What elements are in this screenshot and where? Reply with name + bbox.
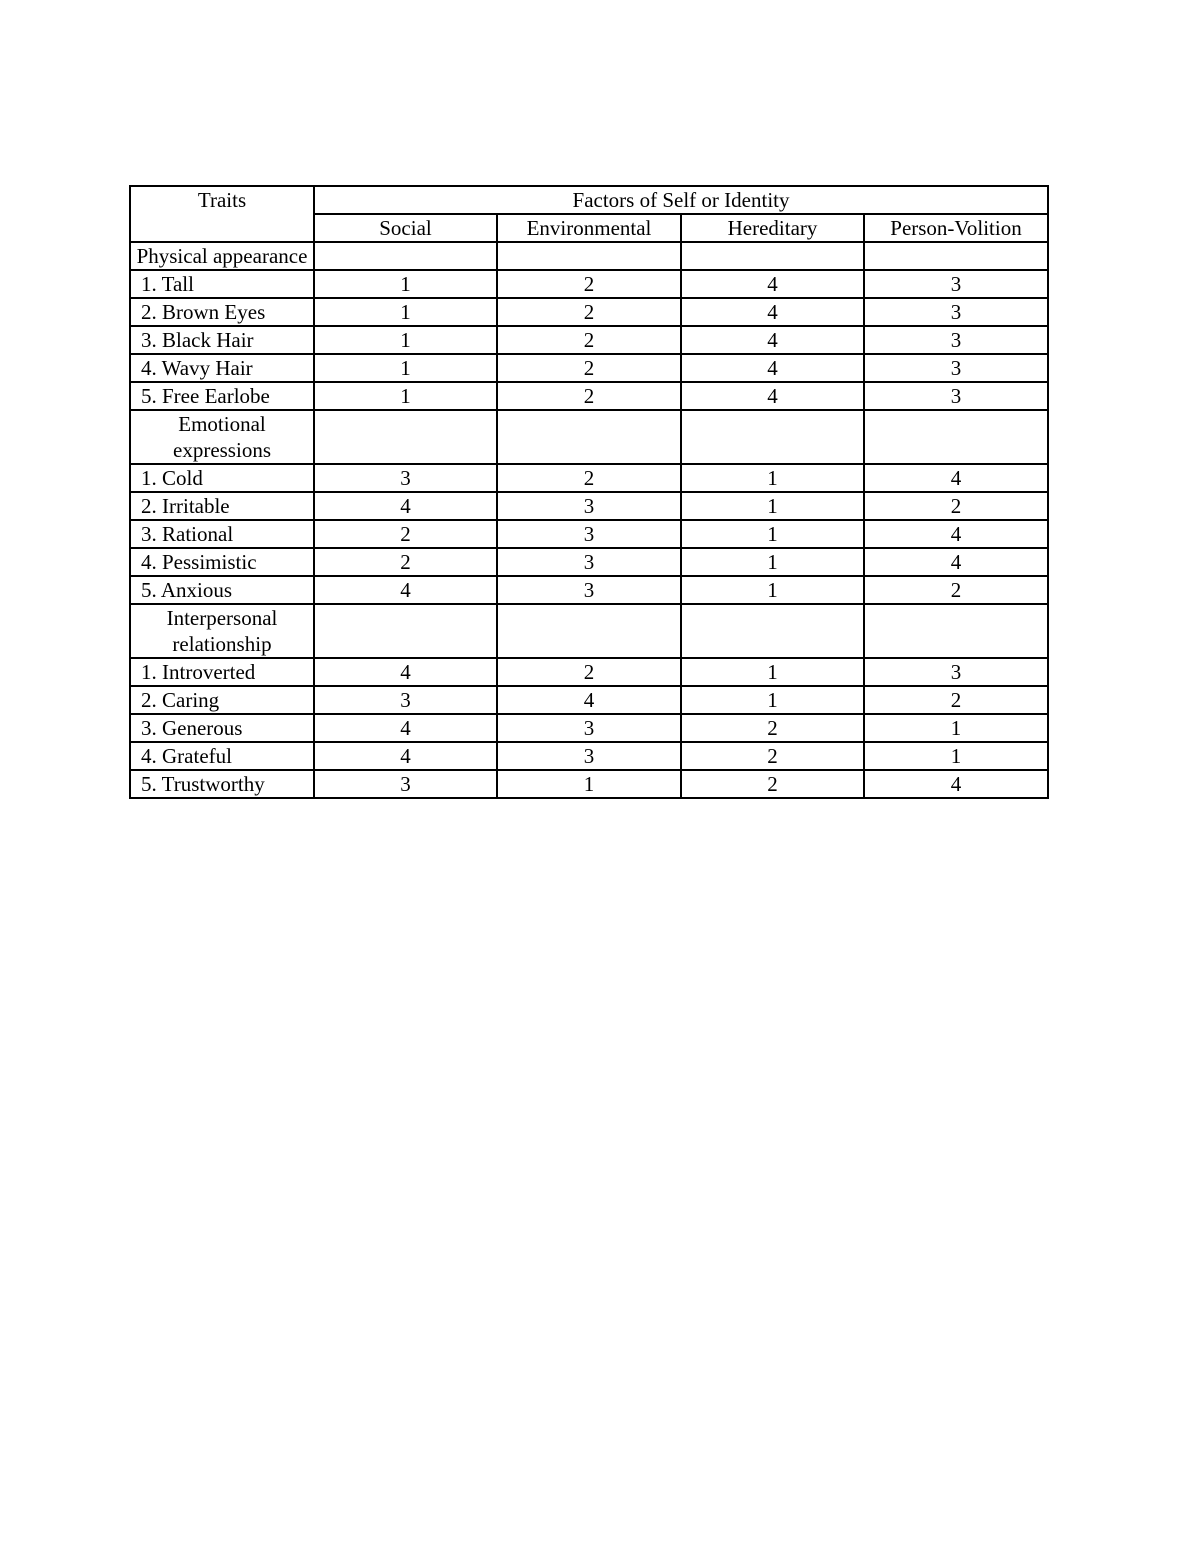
header-row-1 [130, 186, 1048, 214]
rank-cell: 4 [681, 298, 864, 326]
rank-cell: 1 [864, 742, 1048, 770]
table-row [130, 714, 1048, 742]
category-label: Interpersonal relationship [130, 604, 314, 658]
trait-label: 2. Brown Eyes [130, 298, 314, 326]
rank-cell: 1 [497, 770, 681, 798]
rank-cell: 1 [314, 326, 497, 354]
trait-label: 2. Irritable [130, 492, 314, 520]
rank-cell: 1 [681, 686, 864, 714]
rank-cell: 1 [314, 270, 497, 298]
trait-label: 1. Introverted [130, 658, 314, 686]
empty-cell [681, 410, 864, 464]
trait-label: 4. Grateful [130, 742, 314, 770]
trait-label: 5. Free Earlobe [130, 382, 314, 410]
table-row [130, 520, 1048, 548]
table-row [130, 576, 1048, 604]
rank-cell: 4 [681, 326, 864, 354]
table-row [130, 770, 1048, 798]
rank-cell: 4 [864, 520, 1048, 548]
rank-cell: 3 [314, 464, 497, 492]
column-header-social: Social [314, 214, 497, 242]
rank-cell: 2 [314, 548, 497, 576]
rank-cell: 1 [681, 464, 864, 492]
empty-cell [681, 604, 864, 658]
trait-label: 2. Caring [130, 686, 314, 714]
rank-cell: 3 [864, 658, 1048, 686]
empty-cell [497, 410, 681, 464]
category-row [130, 604, 1048, 658]
table-row [130, 298, 1048, 326]
column-header-environmental: Environmental [497, 214, 681, 242]
rank-cell: 2 [497, 464, 681, 492]
table-row [130, 464, 1048, 492]
table-row [130, 492, 1048, 520]
category-row [130, 410, 1048, 464]
empty-cell [314, 410, 497, 464]
rank-cell: 4 [497, 686, 681, 714]
rank-cell: 1 [314, 354, 497, 382]
rank-cell: 4 [314, 658, 497, 686]
empty-cell [864, 604, 1048, 658]
rank-cell: 1 [681, 520, 864, 548]
rank-cell: 3 [497, 714, 681, 742]
empty-cell [681, 242, 864, 270]
rank-cell: 4 [314, 742, 497, 770]
trait-label: 4. Wavy Hair [130, 354, 314, 382]
rank-cell: 3 [497, 742, 681, 770]
trait-label: 1. Tall [130, 270, 314, 298]
rank-cell: 2 [864, 576, 1048, 604]
category-label: Emotional expressions [130, 410, 314, 464]
rank-cell: 2 [497, 270, 681, 298]
empty-cell [314, 604, 497, 658]
rank-cell: 2 [497, 326, 681, 354]
rank-cell: 3 [864, 270, 1048, 298]
rank-cell: 1 [681, 548, 864, 576]
rank-cell: 2 [864, 492, 1048, 520]
rank-cell: 3 [864, 298, 1048, 326]
table-row [130, 658, 1048, 686]
trait-label: 5. Anxious [130, 576, 314, 604]
rank-cell: 2 [497, 658, 681, 686]
rank-cell: 3 [497, 548, 681, 576]
rank-cell: 1 [681, 576, 864, 604]
rank-cell: 3 [497, 576, 681, 604]
table-row [130, 270, 1048, 298]
rank-cell: 3 [497, 492, 681, 520]
rank-cell: 3 [497, 520, 681, 548]
traits-factors-table [129, 185, 1049, 799]
empty-cell [864, 242, 1048, 270]
rank-cell: 3 [864, 382, 1048, 410]
empty-cell [314, 242, 497, 270]
rank-cell: 1 [681, 658, 864, 686]
trait-label: 5. Trustworthy [130, 770, 314, 798]
rank-cell: 3 [864, 354, 1048, 382]
table-row [130, 548, 1048, 576]
rank-cell: 2 [497, 382, 681, 410]
rank-cell: 2 [681, 742, 864, 770]
rank-cell: 3 [314, 770, 497, 798]
trait-label: 3. Rational [130, 520, 314, 548]
table-row [130, 326, 1048, 354]
category-label: Physical appearance [130, 242, 314, 270]
table-body [130, 186, 1048, 798]
trait-label: 3. Black Hair [130, 326, 314, 354]
empty-cell [497, 242, 681, 270]
rank-cell: 1 [314, 382, 497, 410]
table-row [130, 382, 1048, 410]
rank-cell: 4 [314, 576, 497, 604]
rank-cell: 4 [681, 270, 864, 298]
column-header-person-volition: Person-Volition [864, 214, 1048, 242]
trait-label: 3. Generous [130, 714, 314, 742]
factors-header: Factors of Self or Identity [314, 186, 1048, 214]
trait-label: 4. Pessimistic [130, 548, 314, 576]
rank-cell: 4 [864, 548, 1048, 576]
rank-cell: 4 [314, 714, 497, 742]
rank-cell: 4 [314, 492, 497, 520]
empty-cell [497, 604, 681, 658]
rank-cell: 2 [864, 686, 1048, 714]
rank-cell: 3 [314, 686, 497, 714]
rank-cell: 1 [314, 298, 497, 326]
trait-label: 1. Cold [130, 464, 314, 492]
empty-cell [864, 410, 1048, 464]
column-header-hereditary: Hereditary [681, 214, 864, 242]
rank-cell: 1 [864, 714, 1048, 742]
rank-cell: 4 [681, 354, 864, 382]
rank-cell: 3 [864, 326, 1048, 354]
rank-cell: 4 [864, 770, 1048, 798]
table-row [130, 686, 1048, 714]
rank-cell: 4 [864, 464, 1048, 492]
table-row [130, 354, 1048, 382]
table-row [130, 742, 1048, 770]
rank-cell: 4 [681, 382, 864, 410]
traits-header: Traits [130, 186, 314, 242]
category-row [130, 242, 1048, 270]
rank-cell: 2 [314, 520, 497, 548]
rank-cell: 2 [681, 714, 864, 742]
rank-cell: 2 [497, 354, 681, 382]
rank-cell: 2 [497, 298, 681, 326]
rank-cell: 1 [681, 492, 864, 520]
rank-cell: 2 [681, 770, 864, 798]
